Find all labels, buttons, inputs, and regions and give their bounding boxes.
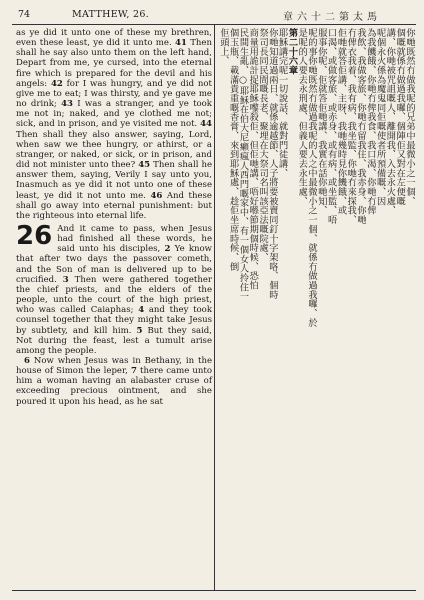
verse-number: 5 <box>136 325 143 336</box>
chinese-column <box>218 28 414 590</box>
verse-text: Then were gathered together the chief priests, and the elders of the people, unto the court of the high priest, who was called Caiaphas; <box>16 274 212 316</box>
verse-number: 6 <box>24 356 30 366</box>
chinese-text-column: 耶穌講完呢一切說話、就對門徒講、 <box>276 28 288 178</box>
verse-text: and they took counsel together that they might take Jesus by subtlety, and kill him. <box>16 305 212 336</box>
running-header <box>12 6 416 25</box>
verse-number: 3 <box>62 274 69 285</box>
verse-text: I was a stranger, and ye took me not in; naked, and ye clothed me not; sick, and in prison, and ye visited me not. <box>16 99 212 130</box>
column-divider <box>214 24 215 590</box>
chinese-text-column: 我飲、我做客旅、你哋冇留我住、我赤身、你哋 <box>355 28 367 225</box>
verse-text: But they said, Not during the feast, lest a tumult arise among the people. <box>16 325 212 356</box>
verse-text: Then shall he say also unto them on the left hand, Depart from me, ye cursed, into the eternal fire which is prepared for the devil and his angels: <box>16 38 212 89</box>
chinese-text-column: 祭司長同民間嘅長老、聚埋在大祭司名叫該亞法嘅院處、 <box>257 28 269 262</box>
chinese-text-column: 民間生亂、○耶穌在伯大尼癩瘋人西門嘅家中、有一個女人拎住一 <box>237 28 249 301</box>
chinese-text-column: 呢個永火係為魔鬼同佢嘅使者所預備嘅、因 <box>374 28 386 206</box>
verse-text: Ye know that after two days the passover cometh, and the Son of man is delivered up to be crucified. <box>16 244 213 285</box>
verse-number: 41 <box>175 38 187 49</box>
chinese-text-column: 個嘅就係冇做過我囉、個陣佢又對在左便嘅 <box>394 28 406 206</box>
verse-number: 4 <box>138 305 145 316</box>
chinese-text-column: 是呢的人要去永刑處、但義人要去永生處、 <box>296 28 308 206</box>
chapter-start <box>16 220 213 356</box>
chinese-running-title: 章六十二第太馬 <box>283 12 381 23</box>
chinese-chapter-heading: 第二十六章 <box>286 28 298 75</box>
verse-text: Then shall they also answer, saying, Lord, when saw we thee hungry, or athirst, or a stranger, or naked, or sick, or in prison, and did not minister unto thee? <box>16 129 212 171</box>
chinese-text-column: 商量用詭計捉耶穌嚟殺佢、但佢哋講、唔好喺節期個時候、恐怕 <box>247 28 259 290</box>
verse-number: 7 <box>130 366 137 377</box>
chapter-number: 26 <box>16 220 53 251</box>
chinese-text-column: 講、你哋被咒詛嘅人、離開我、入去永火處、 <box>384 28 396 215</box>
chinese-text-column: 服事你呢、佢就答佢哋講、我實在話你哋知、 <box>315 28 327 215</box>
english-paragraph <box>16 356 212 407</box>
verse-text: Now when Jesus was in Bethany, in the house of Simon the leper, <box>16 356 213 377</box>
chinese-text-column: 個玉瓶、載滿貴重嘅香膏、來到耶穌處、趁佢坐席時候、倒 <box>227 28 239 272</box>
verse-text: And these shall go away into eternal punishment: but the righteous into eternal life. <box>16 190 212 221</box>
chinese-text-column: 你哋知道過兩日、就係逾越節、人子將要被賣同釘十字架咯、個時 <box>266 28 278 300</box>
chinese-text-column: 佢頭上、 <box>217 28 229 66</box>
chinese-text-column: 你哋既然冇做我呢的兄弟中最微小之一個、 <box>404 28 415 206</box>
verse-text: for I was hungry, and ye did not give me to eat; I was thirsty, and ye gave me no drink; <box>16 78 212 110</box>
verse-text: And it came to pass, when Jesus had finished all these words, he said unto his disciples, <box>57 223 212 255</box>
verse-number: 46 <box>150 190 163 201</box>
english-paragraph <box>16 28 212 221</box>
book-chapter-title: MATTHEW, 26. <box>72 9 149 20</box>
chinese-text-column: 呢的事你哋既然冇做過我呢的人之中最微小之一個、就係冇做過我囉、於 <box>306 28 318 328</box>
english-column <box>16 28 212 590</box>
verse-number: 42 <box>50 78 63 89</box>
verse-text: Then shall he answer them, saying, Verily I say unto you, Inasmuch as ye did it not unto one of these least, ye did it not unto me. <box>16 160 213 201</box>
page-number: 74 <box>18 9 31 20</box>
verse-text: as ye did it unto one of these my brethren, even these least, ye did it unto me. <box>16 28 212 49</box>
chinese-text-column: 冇俾衣我着、我有病、我坐監、你哋冇來探我、 <box>345 28 357 225</box>
verse-number: 45 <box>138 160 151 171</box>
verse-text: there came unto him a woman having an alabaster cruse of exceeding precious ointment, and she poured it upon his head, as he sat <box>16 366 212 407</box>
page <box>12 6 416 594</box>
footer-rule <box>12 590 416 591</box>
chinese-text-column: 為我饑餓、你哋冇俾我食、我口渴、你哋冇俾 <box>364 28 376 215</box>
verse-number: 43 <box>61 99 73 110</box>
chinese-text-column: 口渴、或做客旅、或赤身、或有病、或坐監、唔 <box>325 28 337 225</box>
verse-number: 2 <box>164 244 171 255</box>
chinese-text-column: 佢哋就答佢講、主呀、我哋幾時見你饑餓、或 <box>335 28 347 215</box>
verse-number: 44 <box>200 119 212 130</box>
